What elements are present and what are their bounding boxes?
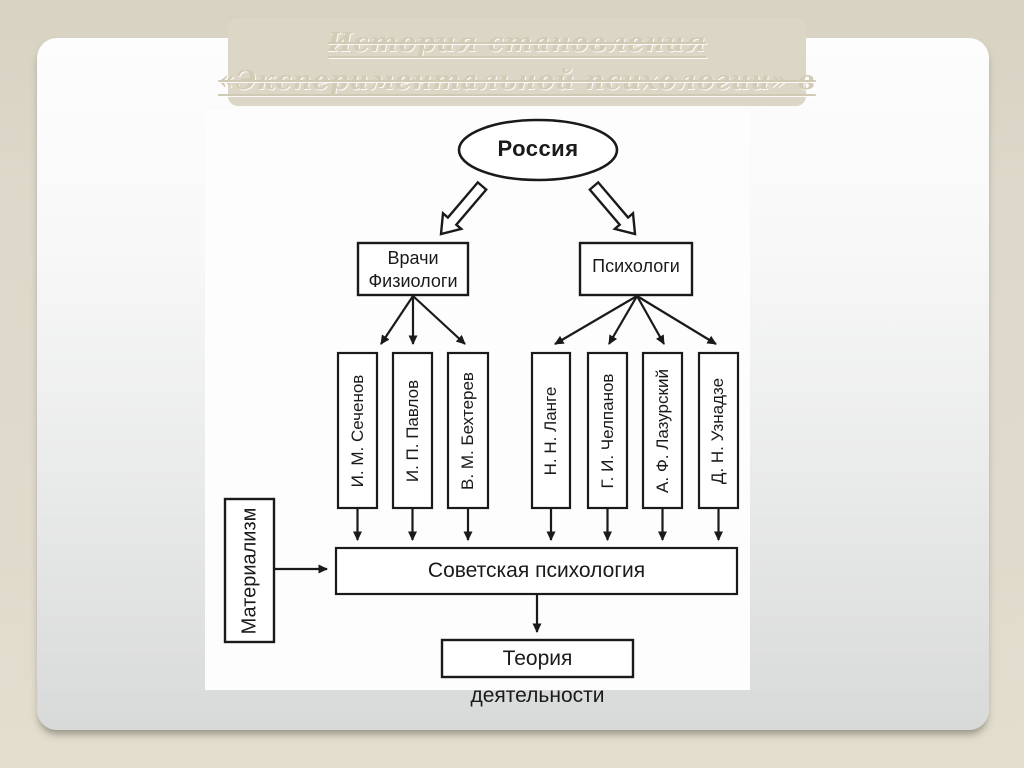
label-psychologists: Психологи <box>592 256 680 276</box>
block-arrow-left-icon <box>441 182 486 234</box>
slide-title-line1: История становления <box>327 28 707 58</box>
label-russia: Россия <box>497 136 579 161</box>
arrows-doctors-to-persons <box>381 296 465 344</box>
label-doctors-physiologists <box>358 247 468 293</box>
label-lange: Н. Н. Ланге <box>541 386 560 476</box>
label-chelpanov: Г. И. Челпанов <box>598 373 617 489</box>
label-pavlov: И. П. Павлов <box>403 379 422 483</box>
label-bekhterev: В. М. Бехтерев <box>458 372 477 490</box>
label-uznadze: Д. Н. Узнадзе <box>708 377 727 485</box>
label-soviet-psychology: Советская психология <box>427 559 646 582</box>
label-activity-theory: Теория деятельности <box>470 647 605 707</box>
label-doctors-line2: Физиологи <box>368 271 458 291</box>
arrows-psychologists-to-persons <box>555 296 716 344</box>
label-doctors-line1: Врачи <box>387 248 439 268</box>
arrows-persons-to-soviet <box>358 508 719 540</box>
slide-title <box>218 18 816 106</box>
label-sechenov: И. М. Сеченов <box>348 374 367 488</box>
label-materialism: Материализм <box>238 507 261 635</box>
block-arrow-right-icon <box>590 182 635 234</box>
slide-title-line2: «Экспериментальной психологии» в <box>218 66 816 96</box>
label-lazursky: А. Ф. Лазурский <box>653 369 672 493</box>
